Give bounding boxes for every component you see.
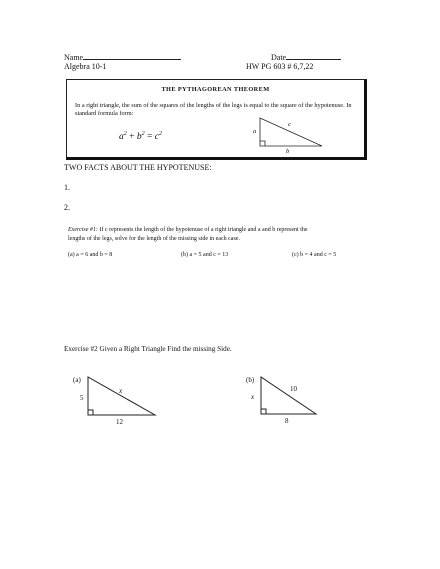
exercise1-part-a: (a) a = 6 and b = 8 <box>68 252 113 258</box>
triangle-b <box>261 377 316 414</box>
hw-label: HW PG 603 # 6,7,22 <box>246 62 314 71</box>
name-label: Name <box>64 53 84 62</box>
triangle-a-left-side: 5 <box>80 394 84 402</box>
exercise1-label: Exercise #1: <box>68 227 98 233</box>
triangle-b-hypotenuse: 10 <box>290 385 297 393</box>
leg-a-label: a <box>253 128 257 135</box>
theorem-right-triangle <box>260 118 322 146</box>
theorem-triangle-diagram <box>67 80 364 157</box>
triangle-b-right-angle <box>261 409 266 414</box>
leg-b-label: b <box>286 148 290 155</box>
date-label: Date <box>271 53 287 62</box>
exercise2-triangles <box>0 365 440 485</box>
exercise1-part-b: (b) a = 5 and c = 13 <box>181 252 229 258</box>
exercise1-text-line1: If c represents the length of the hypotenuse of a right triangle and a and b represent the <box>97 227 308 233</box>
exercise1-instructions <box>68 226 308 244</box>
theorem-title: THE PYTHAGOREAN THEOREM <box>161 86 270 93</box>
fact-item-1: 1. <box>64 183 70 192</box>
exercise1-text-line2: lengths of the legs, solve for the length of the missing side in each case. <box>68 236 240 242</box>
facts-heading: TWO FACTS ABOUT THE HYPOTENUSE: <box>64 163 212 172</box>
triangle-b-bottom-side: 8 <box>285 417 289 425</box>
triangle-b-tag: (b) <box>246 376 255 384</box>
triangle-a-tag: (a) <box>73 376 81 384</box>
exercise2-heading: Exercise #2 Given a Right Triangle Find the missing Side. <box>64 345 232 353</box>
exercise1-part-c: (c) b = 4 and c = 5 <box>292 252 337 258</box>
right-angle-marker <box>260 141 265 146</box>
triangle-a-hypotenuse: x <box>119 387 123 395</box>
theorem-text: In a right triangle, the sum of the squares of the lengths of the legs is equal to the square of the hypotenuse. In standard formula form: <box>75 102 352 117</box>
triangle-b-left-side: x <box>251 393 255 401</box>
triangle-a-bottom-side: 12 <box>116 418 123 426</box>
date-blank[interactable] <box>286 52 341 60</box>
class-label: Algebra 10-1 <box>64 62 107 71</box>
triangle-a <box>88 377 155 415</box>
triangle-a-right-angle <box>88 410 93 415</box>
date-row <box>271 52 341 62</box>
name-row <box>64 52 181 62</box>
pythagorean-formula: $a^2 + b^2 = c^2$ <box>119 131 162 143</box>
theorem-box <box>66 79 367 160</box>
name-blank[interactable] <box>83 52 181 60</box>
hypotenuse-c-label: c <box>288 121 291 128</box>
fact-item-2: 2. <box>64 203 70 212</box>
